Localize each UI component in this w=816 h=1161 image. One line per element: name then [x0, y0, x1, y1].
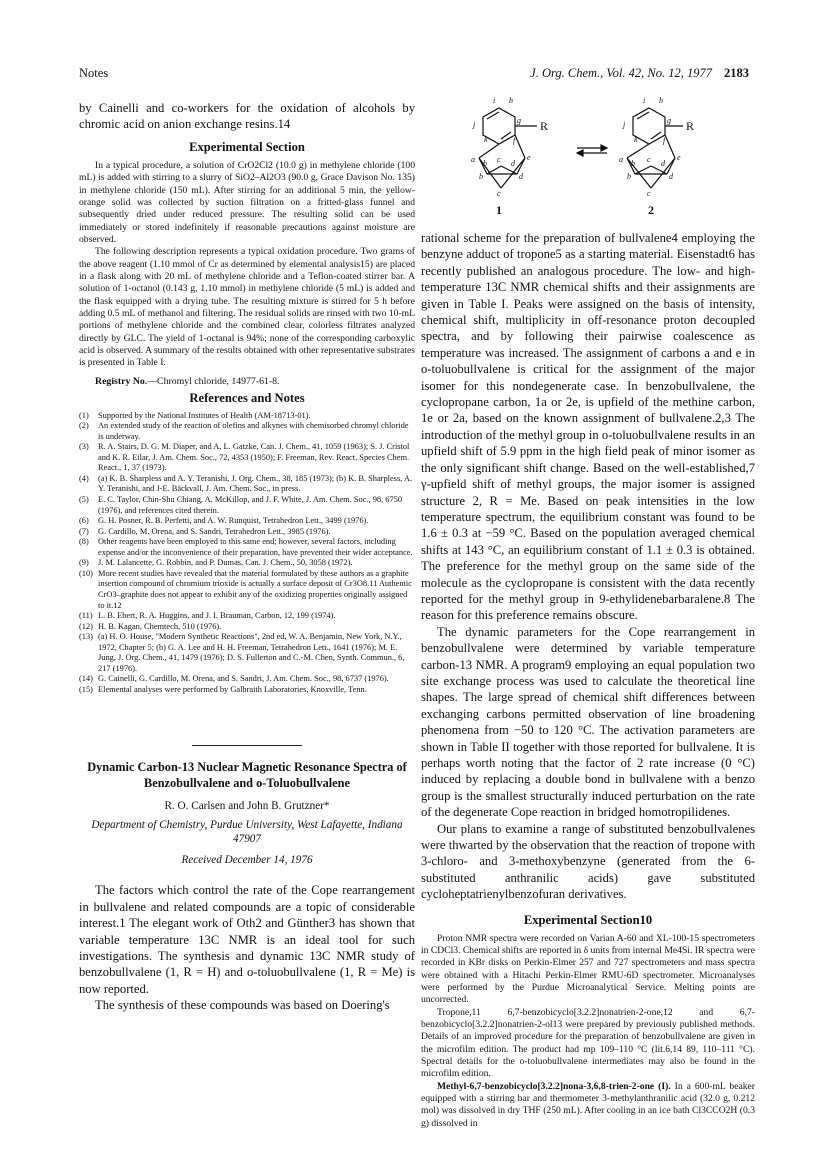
- atom-label: b: [483, 159, 487, 168]
- body-paragraph-2: The synthesis of these compounds was based on Doering's: [95, 998, 390, 1013]
- reference-text: Supported by the National Institutes of Health (AM-18713-01).: [98, 410, 311, 420]
- right-experimental-paragraph-3: [421, 1081, 755, 1130]
- reference-text: L. B. Ebert, R. A. Huggins, and J. I. Brauman, Carbon, 12, 199 (1974).: [98, 611, 336, 621]
- right-experimental-heading: Experimental Section10: [523, 912, 653, 927]
- reference-number: (9): [79, 558, 89, 568]
- reference-text: J. M. Lalancette, G. Robbin, and P. Dumas, Can. J. Chem., 50, 3058 (1972).: [98, 558, 353, 568]
- reference-item: [79, 674, 415, 685]
- reference-item: [79, 622, 415, 633]
- procedure-text: In a 600-mL beaker equipped with a stirring bar and thermometer 3-methylanthranilic acid (32.0 g, 0.212 mol) was dissolved in dry THF (250 mL). After cooling in an ice bath Cl3CCO2H (0.3 g) dissolved in: [421, 1080, 755, 1129]
- experimental-heading: Experimental Section: [189, 139, 305, 154]
- intro-paragraph: by Cainelli and co-workers for the oxidation of alcohols by chromic acid on anion exchange resins.14: [79, 101, 415, 132]
- bullvalene-equilibrium-scheme: [421, 96, 755, 230]
- right-experimental-paragraph-2: Tropone,11 6,7-benzobicyclo[3.2.2]nonatrien-2-one,12 and 6,7-benzobicyclo[3.2.2]nonatrien-2-ol13 were prepared by previously published methods. Details of an improved procedure for the preparation of benzobullvalene are given in the microfilm edition. The product had mp 109–110 °C (lit.6,14 89, 110–111 °C). Spectral details for the o-toluobullvalene intermediates may also be found in the microfilm edition.: [421, 1006, 755, 1080]
- reference-number: (4): [79, 473, 89, 483]
- page-number: 2183: [724, 66, 749, 80]
- atom-label: g: [667, 116, 671, 125]
- reference-item: [79, 611, 415, 622]
- compound-number-1: 1: [496, 203, 502, 217]
- reference-number: (7): [79, 526, 89, 536]
- structure-1-atom-labels: [471, 96, 531, 198]
- atom-label: f: [513, 136, 516, 145]
- reference-text: R. A. Stairs, D. G. M. Diaper, and A. L. Gatzke, Can. J. Chem., 41, 1059 (1963); S. J. Cristol and K. R. Eilar, J. Am. Chem. Soc., 72, 4353 (1950); F. Freeman, Rev. React. Species Chem. React., 1, 37 (1973).: [98, 442, 410, 473]
- received-date: Received December 14, 1976: [181, 854, 313, 867]
- reference-item: [79, 685, 415, 696]
- atom-label: b: [627, 172, 631, 181]
- reference-text: Other reagents have been employed to this same end; however, several factors, including expense and/or the inconvenience of their preparation, have prevented their wider acceptance.: [98, 537, 413, 557]
- registry-label: Registry No.: [95, 375, 148, 387]
- atom-label: i: [643, 96, 646, 105]
- atom-label: c: [497, 155, 501, 164]
- atom-label: i: [493, 96, 496, 105]
- article-divider: [192, 745, 302, 746]
- structure-2-atom-labels: [619, 96, 681, 198]
- atom-label: d: [661, 159, 665, 168]
- atom-label: c: [647, 155, 651, 164]
- compound-name-I: Methyl-6,7-benzobicyclo[3.2.2]nona-3,6,8-trien-2-one (I).: [437, 1080, 671, 1092]
- compound-number-2: 2: [648, 203, 654, 217]
- reference-item: [79, 569, 415, 611]
- reference-number: (6): [79, 516, 89, 526]
- reference-item: [79, 632, 415, 674]
- references-list: [79, 411, 415, 696]
- r-group-label-1: R: [540, 119, 549, 133]
- reference-number: (15): [79, 684, 93, 694]
- article-title: Dynamic Carbon-13 Nuclear Magnetic Resonance Spectra of Benzobullvalene and o-Toluobullvalene: [87, 760, 407, 791]
- article-affiliation: Department of Chemistry, Purdue University, West Lafayette, Indiana 47907: [91, 818, 403, 846]
- atom-label: h: [659, 96, 663, 105]
- atom-label: c: [497, 189, 501, 198]
- reference-text: G. Cainelli, G. Cardillo, M. Orena, and S. Sandri, J. Am. Chem. Soc., 98, 6737 (1976).: [98, 674, 389, 684]
- reference-text: (a) K. B. Sharpless and A. Y. Teranishi, J. Org. Chem., 38, 185 (1973); (b) K. B. Sharpless, A. Y. Teranishi, and J-E. Bäckvall, J. Am. Chem. Soc., in press.: [98, 473, 413, 494]
- r-group-label-2: R: [686, 119, 695, 133]
- left-column: [79, 100, 415, 1014]
- atom-label: d: [519, 172, 523, 181]
- reference-number: (13): [79, 632, 93, 642]
- reference-text: Elemental analyses were performed by Galbraith Laboratories, Knoxville, Tenn.: [98, 684, 367, 694]
- reference-number: (3): [79, 442, 89, 452]
- structure-1: [479, 108, 537, 188]
- registry-text: —Chromyl chloride, 14977-61-8.: [147, 375, 280, 387]
- reference-item: [79, 421, 415, 442]
- reference-text: G. Cardillo, M. Orena, and S. Sandri, Tetrahedron Lett., 3985 (1976).: [98, 526, 331, 536]
- reference-number: (5): [79, 495, 89, 505]
- experimental-paragraph-1: In a typical procedure, a solution of CrO2Cl2 (10.0 g) in methylene chloride (100 mL) is added with stirring to a slurry of SiO2–Al2O3 (90.0 g, Grace Davison No. 135) in methylene chloride (150 mL). After stirring for an additional 5 min, the yellow-orange solid was collected by suction filtration on a fritted-glass funnel and subsequently dried under reduced pressure. The resulting solid can be used immediately or stored indefinitely if reasonable precautions against moisture are observed.: [79, 159, 415, 245]
- atom-label: a: [619, 155, 623, 164]
- experimental-paragraph-2: The following description represents a typical oxidation procedure. Two grams of the above reagent (1.10 mmol of Cr as determined by elemental analysis15) are placed in a flask along with 20 mL of methylene chloride and a Teflon-coated stirrer bar. A solution of 1-octanol (0.143 g, 1.10 mmol) in methylene chloride (5 mL) is added and the flask equipped with a drying tube. The resulting mixture is stirred for 5 h before adding 0.5 mL of methanol and filtering. The residual solids are rinsed with two 10-mL portions of methylene chloride and the combined clear, colorless filtrates analyzed directly by GLC. The yield of 1-octanal is 94%; none of the corresponding carboxylic acid is observed. A summary of the results obtained with other representative substrates is presented in Table I.: [79, 246, 415, 369]
- reference-number: (8): [79, 537, 89, 547]
- reference-item: [79, 537, 415, 558]
- atom-label: g: [517, 116, 521, 125]
- journal-citation: J. Org. Chem., Vol. 42, No. 12, 1977: [530, 66, 712, 80]
- atom-label: f: [663, 136, 666, 145]
- right-column: [421, 96, 755, 1130]
- right-body-paragraph-1: rational scheme for the preparation of bullvalene4 employing the benzyne adduct of tropone5 as a starting material. Eisenstadt6 has recently published an analogous procedure. The low- and high-temperature 13C NMR chemical shifts and their assignments are given in Table I. Peaks were assigned on the basis of intensity, chemical shift, multiplicity in off-resonance proton decoupled spectra, and by following their pairwise coalescence as temperature was increased. The assignment of carbons a and e in o-toluobullvalene is critical for the assignment of the major isomer for this nondegenerate case. In benzobullvalene, the cyclopropane carbon, 1a or 2e, is upfield of the methine carbon, 1e or 2a, based on the known assignment of bullvalene.2,3 The introduction of the methyl group in o-toluobullvalene results in an upfield shift of 5.9 ppm in the high field peak of minor isomer as the only significant shift change. Based on the well-established,7 γ-upfield shift of methyl groups, the major isomer is assigned structure 2, R = Me. Based on peak intensities in the low temperature spectrum, the equilibrium constant was found to be 1.6 ± 0.3 at −59 °C. Based on the population averaged chemical shifts at 143 °C, an equilibrium constant of 1.1 ± 0.3 is obtained. The preference for the methyl group on the same side of the molecule as the cyclopropane is consistent with the data recently reported for the methyl group in 9-ethylidenebarbaralene.8 The reason for this preference remains obscure.: [421, 231, 755, 623]
- reference-item: [79, 527, 415, 538]
- reference-item: [79, 442, 415, 474]
- references-heading: References and Notes: [189, 390, 305, 405]
- atom-label: d: [511, 159, 515, 168]
- atom-label: h: [509, 96, 513, 105]
- atom-label: b: [631, 159, 635, 168]
- right-body-paragraph-2: The dynamic parameters for the Cope rearrangement in benzobullvalene were determined by variable temperature carbon-13 NMR. A program9 employing an equal population two site exchange process was used to calculate the theoretical line shapes. The large spread of chemical shift differences between exchanging carbons permitted observation of line broadening phenomena from −50 to 120 °C. The activation parameters are shown in Table II together with those reported for bullvalene. It is perhaps worth noting that the factor of 2 rate increase (0 °C) induced by replacing a double bond in bullvalene with a benzo group is the smallest structurally induced perturbation on the rate of the degenerate Cope reaction in bridged homotropilidenes.: [421, 624, 755, 820]
- structure-drawing: [421, 96, 755, 230]
- reference-item: [79, 495, 415, 516]
- running-head-section: Notes: [79, 66, 109, 80]
- right-experimental-paragraph-1: Proton NMR spectra were recorded on Varian A-60 and XL-100-15 spectrometers in CDCl3. Chemical shifts are reported in δ units from internal Me4Si. IR spectra were recorded in KBr disks on Perkin-Elmer 257 and 727 spectrometers and mass spectra were obtained with a Hitachi Perkin-Elmer RMU-6D spectrometer. Microanalyses were performed by the Purdue Microanalytical Service. Melting points are uncorrected.: [421, 932, 755, 1006]
- reference-text: An extended study of the reaction of olefins and alkynes with chemisorbed chromyl chloride is underway.: [98, 421, 409, 441]
- reference-number: (14): [79, 674, 93, 684]
- structure-2: [627, 108, 683, 188]
- reference-number: (10): [79, 568, 93, 578]
- reference-number: (12): [79, 621, 93, 631]
- reference-item: [79, 516, 415, 527]
- atom-label: k: [484, 135, 488, 144]
- right-body-paragraph-3: Our plans to examine a range of substituted benzobullvalenes were thwarted by the observation that the reaction of tropone with 3-chloro- and 3-methoxybenzyne (generated from the 6-substituted anthranilic acids) gave substituted cycloheptatrienylbenzofuran derivatives.: [421, 821, 755, 902]
- running-head-journal: [530, 66, 749, 81]
- atom-label: j: [623, 120, 626, 129]
- atom-label: e: [527, 153, 531, 162]
- reference-item: [79, 411, 415, 422]
- reference-item: [79, 558, 415, 569]
- atom-label: d: [669, 172, 673, 181]
- body-paragraph-1: The factors which control the rate of the Cope rearrangement in bullvalene and related compounds are a topic of considerable interest.1 The elegant work of Oth2 and Günther3 has shown that variable temperature 13C NMR is an ideal tool for such investigations. The synthesis and dynamic 13C NMR study of benzobullvalene (1, R = H) and o-toluobullvalene (1, R = Me) is now reported.: [79, 883, 415, 996]
- atom-label: c: [647, 189, 651, 198]
- atom-label: e: [677, 153, 681, 162]
- reference-text: More recent studies have revealed that the material formulated by these authors as a graphite insertion compound of chromium trioxide is actually a surface deposit of Cr3O8.11 Authentic CrO3–graphite does not appear to exhibit any of the oxidizing properties originally assigned to it.12: [98, 568, 412, 610]
- equilibrium-arrows: [577, 145, 607, 156]
- reference-text: E. C. Taylor, Chin-Shu Chiang, A. McKillop, and J. F. White, J. Am. Chem. Soc., 98, 6750 (1976), and references cited therein.: [98, 495, 403, 515]
- atom-label: b: [479, 172, 483, 181]
- reference-number: (1): [79, 410, 89, 420]
- atom-label: k: [634, 135, 638, 144]
- reference-number: (11): [79, 611, 93, 621]
- reference-text: (a) H. O. House, "Modern Synthetic Reactions", 2nd ed, W. A. Benjamin, New York, N.Y., 1972, Chapter 5; (b) G. A. Lee and H. H. Freeman, Tetrahedron Lett., 1641 (1976); M. E. Jung, J. Org. Chem., 41, 1479 (1976); D. S. Fullerton and C.-M. Chen, Synth. Commun., 6, 217 (1976).: [98, 632, 405, 673]
- registry-line: [79, 376, 415, 387]
- reference-text: H. B. Kagan, Chemtech, 510 (1976).: [98, 621, 222, 631]
- atom-label: j: [473, 120, 476, 129]
- reference-item: [79, 474, 415, 495]
- atom-label: a: [471, 155, 475, 164]
- article-authors: R. O. Carlsen and John B. Grutzner*: [164, 799, 330, 812]
- reference-number: (2): [79, 421, 89, 431]
- reference-text: G. H. Posner, R. B. Perfetti, and A. W. Runquist, Tetrahedron Lett., 3499 (1976).: [98, 516, 369, 526]
